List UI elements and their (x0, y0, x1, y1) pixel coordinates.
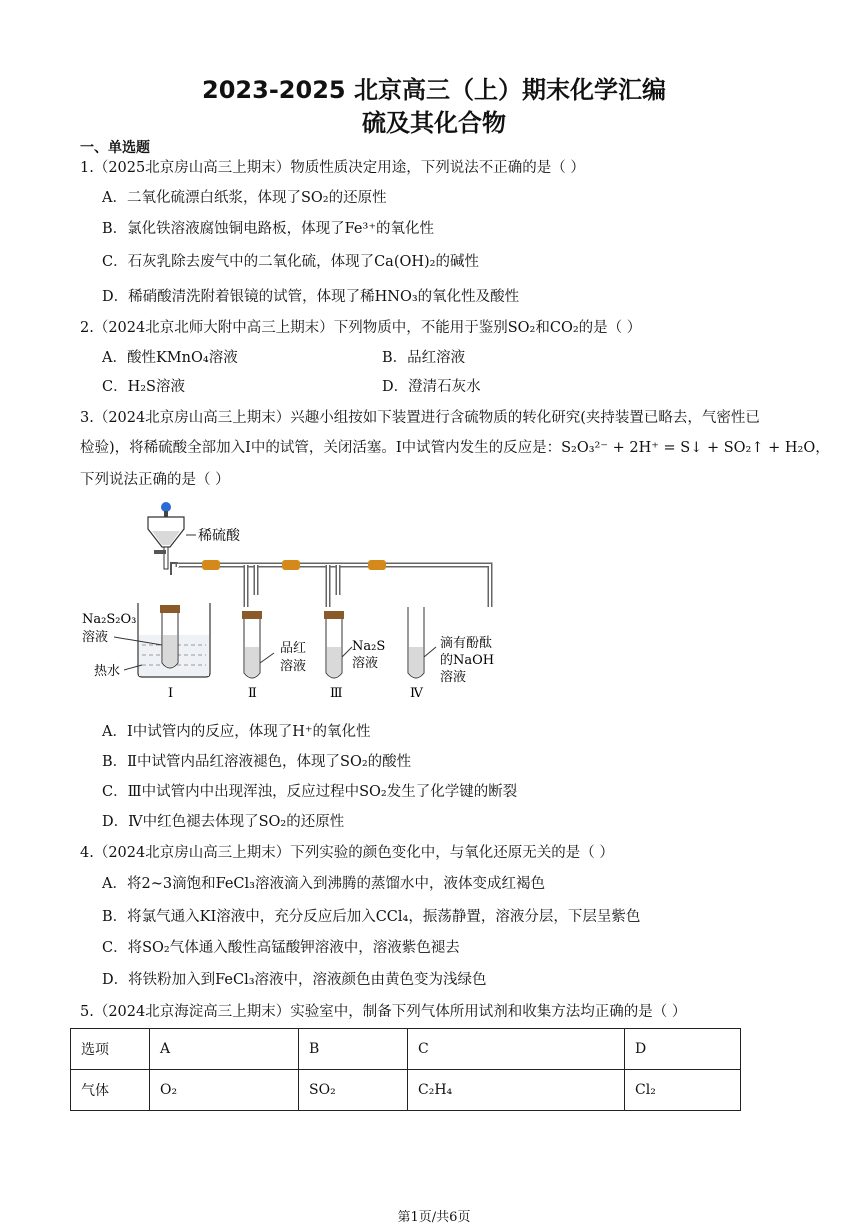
label-na2s2o3: Na₂S₂O₃ (82, 612, 137, 627)
table-cell: O₂ (150, 1070, 299, 1111)
rubber-connector-1 (202, 560, 220, 570)
table-row (71, 1029, 741, 1070)
table-cell: D (625, 1029, 741, 1070)
table-cell: B (299, 1029, 408, 1070)
section-heading: 一、单选题 (80, 140, 150, 156)
q4-option-b: B．将氯气通入KI溶液中，充分反应后加入CCl₄，振荡静置，溶液分层，下层呈紫色 (102, 909, 641, 925)
label-na2s2o3-solution: 溶液 (82, 630, 109, 645)
document-title: 2023-2025 北京高三（上）期末化学汇编 (202, 76, 666, 104)
table-cell: 气体 (71, 1070, 150, 1111)
q4-option-d: D．将铁粉加入到FeCl₃溶液中，溶液颜色由黄色变为浅绿色 (102, 972, 487, 988)
stopper-tube-1 (160, 605, 180, 613)
roman-label-1: Ⅰ (168, 686, 174, 701)
q4-option-c: C．将SO₂气体通入酸性高锰酸钾溶液中，溶液紫色褪去 (102, 940, 460, 956)
delivery-tube (178, 565, 490, 607)
q4-stem: 4.（2024北京房山高三上期末）下列实验的颜色变化中，与氧化还原无关的是（ ） (80, 845, 614, 861)
roman-label-4: Ⅳ (410, 686, 423, 701)
q1-option-c: C．石灰乳除去废气中的二氧化硫，体现了Ca(OH)₂的碱性 (102, 254, 479, 270)
q1-option-b: B．氯化铁溶液腐蚀铜电路板，体现了Fe³⁺的氧化性 (102, 221, 434, 237)
q3-option-a: A．Ⅰ中试管内的反应，体现了H⁺的氧化性 (102, 724, 371, 740)
q3-apparatus-diagram (78, 495, 518, 705)
funnel-neck-top (164, 511, 168, 517)
q2-option-c: C．H₂S溶液 (102, 379, 185, 395)
q1-option-a: A．二氧化硫漂白纸浆，体现了SO₂的还原性 (102, 190, 387, 206)
funnel-stopper (161, 502, 171, 512)
label-na2s: Na₂S (352, 639, 386, 654)
table-cell: Cl₂ (625, 1070, 741, 1111)
q3-option-d: D．Ⅳ中红色褪去体现了SO₂的还原性 (102, 814, 345, 830)
label-dilute-acid: 稀硫酸 (198, 528, 240, 544)
q3-stem-line3: 下列说法正确的是（ ） (80, 472, 230, 488)
table-cell: C₂H₄ (408, 1070, 625, 1111)
rubber-connector-3 (368, 560, 386, 570)
table-row (71, 1070, 741, 1111)
q5-table (70, 1028, 741, 1111)
q2-option-d: D．澄清石灰水 (382, 379, 481, 395)
table-cell: A (150, 1029, 299, 1070)
table-cell: SO₂ (299, 1070, 408, 1111)
label-naoh-solution: 溶液 (440, 670, 467, 685)
funnel-stopcock (154, 550, 166, 554)
roman-label-3: Ⅲ (330, 686, 343, 701)
q5-stem: 5.（2024北京海淀高三上期末）实验室中，制备下列气体所用试剂和收集方法均正确的是（ ） (80, 1004, 687, 1020)
table-cell: 选项 (71, 1029, 150, 1070)
q2-option-b: B．品红溶液 (382, 350, 466, 366)
q3-option-c: C．Ⅲ中试管内中出现浑浊，反应过程中SO₂发生了化学键的断裂 (102, 784, 518, 800)
q1-option-d: D．稀硝酸清洗附着银镜的试管，体现了稀HNO₃的氧化性及酸性 (102, 289, 520, 305)
table-cell: C (408, 1029, 625, 1070)
q3-option-b: B．Ⅱ中试管内品红溶液褪色，体现了SO₂的酸性 (102, 754, 412, 770)
page-footer: 第1页/共6页 (397, 1210, 471, 1225)
q1-stem: 1.（2025北京房山高三上期末）物质性质决定用途，下列说法不正确的是（ ） (80, 160, 585, 176)
q2-option-a: A．酸性KMnO₄溶液 (102, 350, 238, 366)
label-pinhong-solution: 溶液 (280, 659, 307, 674)
label-hot-water: 热水 (94, 664, 121, 679)
label-naoh: 的NaOH (440, 653, 495, 668)
q4-option-a: A．将2~3滴饱和FeCl₃溶液滴入到沸腾的蒸馏水中，液体变成红褐色 (102, 876, 545, 892)
rubber-connector-2 (282, 560, 300, 570)
label-na2s-solution: 溶液 (352, 656, 379, 671)
q3-stem-line2: 检验)，将稀硫酸全部加入Ⅰ中的试管，关闭活塞。Ⅰ中试管内发生的反应是：S₂O₃²⁻ + 2H⁺ = S↓ + SO₂↑ + H₂O， (80, 440, 830, 456)
q2-stem: 2.（2024北京北师大附中高三上期末）下列物质中，不能用于鉴别SO₂和CO₂的是（ ） (80, 320, 642, 336)
label-phenolphthalein: 滴有酚酞 (440, 636, 493, 651)
roman-label-2: Ⅱ (248, 686, 257, 701)
q3-stem-line1: 3.（2024北京房山高三上期末）兴趣小组按如下装置进行含硫物质的转化研究(夹持装置已略去，气密性已 (80, 410, 760, 426)
label-pinhong: 品红 (280, 641, 307, 656)
document-subtitle: 硫及其化合物 (362, 109, 506, 137)
